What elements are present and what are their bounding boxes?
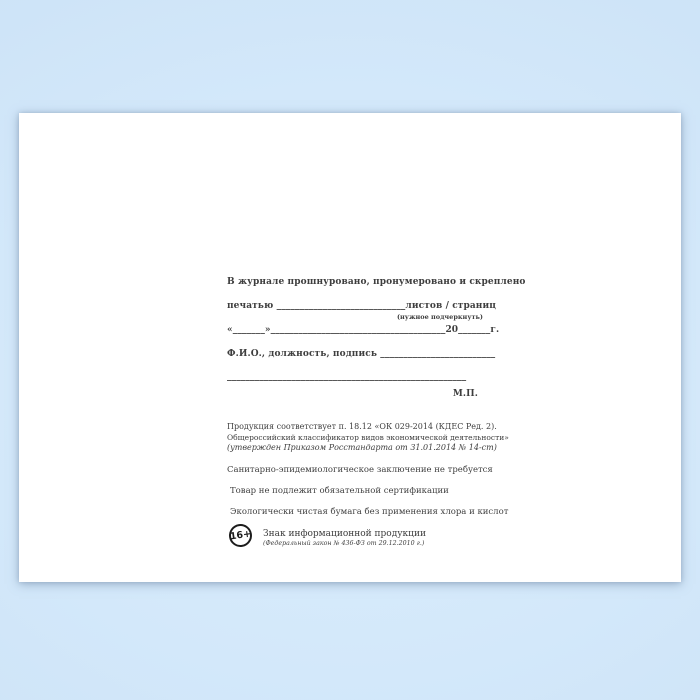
- binding-statement: В журнале прошнуровано, пронумеровано и скреплено: [227, 277, 526, 287]
- info-product-mark-label: Знак информационной продукции: [263, 529, 426, 539]
- seal-prefix: печатью: [227, 301, 277, 311]
- certification-statement: Товар не подлежит обязательной сертификации: [230, 486, 449, 496]
- signature-prefix: Ф.И.О., должность, подпись: [227, 349, 381, 359]
- signature-line: [227, 349, 495, 359]
- seal-line: [227, 301, 496, 311]
- stamp-place-label: М.П.: [452, 389, 478, 399]
- extra-blank-line: ____________________________________________________: [227, 372, 467, 382]
- eco-paper-statement: Экологически чистая бумага без применения хлора и кислот: [230, 507, 509, 517]
- signature-blank-field: _________________________: [380, 349, 496, 359]
- seal-blank-field: ____________________________: [276, 301, 406, 311]
- age-rating-16plus-badge: 16+: [228, 523, 254, 549]
- underline-instruction: (нужное подчеркнуть): [396, 313, 483, 321]
- page-content: [227, 113, 526, 582]
- okved-classifier-line: Общероссийский классификатор видов экономической деятельности»: [227, 433, 509, 442]
- product-compliance-line: Продукция соответствует п. 18.12 «ОК 029-2014 (КДЕС Ред. 2).: [227, 422, 497, 431]
- approval-order-line: (утвержден Приказом Росстандарта от 31.01.2014 № 14-ст): [227, 443, 497, 452]
- sanitary-statement: Санитарно-эпидемиологическое заключение не требуется: [227, 465, 493, 475]
- sheets-pages-label: листов / страниц: [405, 301, 496, 311]
- federal-law-note: (Федеральный закон № 436-ФЗ от 29.12.2010 г.): [263, 540, 425, 547]
- document-page: [19, 113, 681, 582]
- date-blank-line: «_______»______________________________________20_______г.: [227, 325, 500, 335]
